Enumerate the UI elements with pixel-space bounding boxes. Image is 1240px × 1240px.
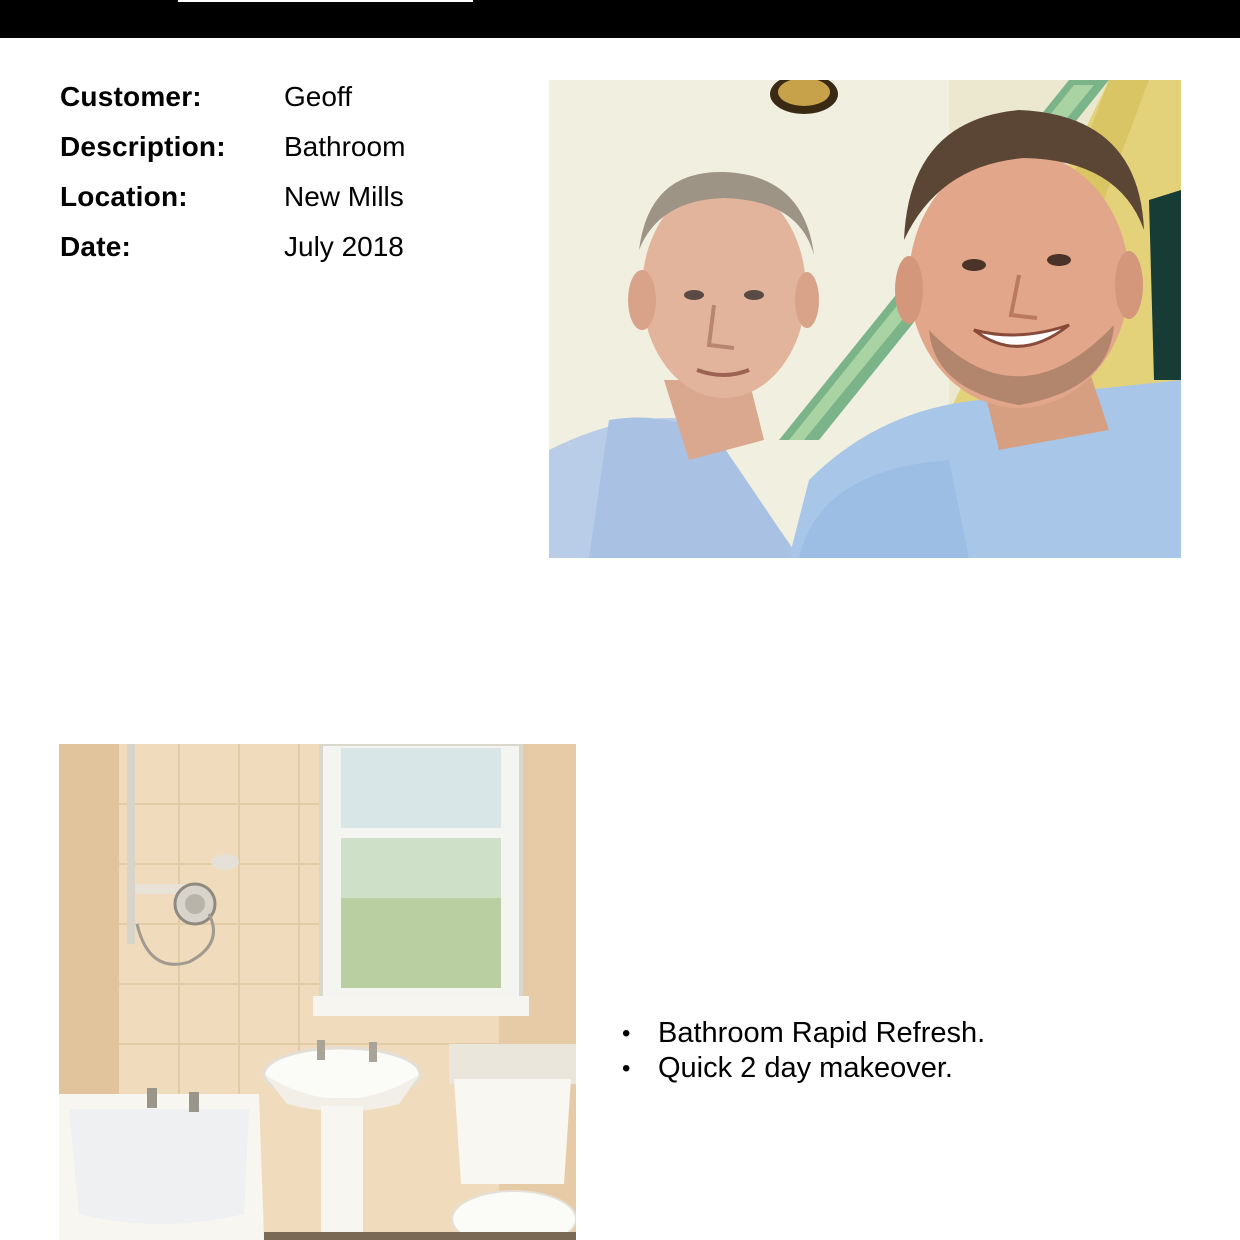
location-value: New Mills (284, 181, 404, 212)
description-row (60, 122, 520, 172)
project-details (60, 72, 520, 272)
customer-label: Customer: (60, 81, 202, 112)
note-text: Quick 2 day makeover. (658, 1052, 953, 1084)
header-bar-accent-line (178, 0, 473, 2)
list-item (622, 1051, 1202, 1086)
customer-photo (549, 80, 1181, 558)
project-notes (622, 1016, 1202, 1086)
customer-value: Geoff (284, 81, 352, 112)
bathroom-photo (59, 744, 576, 1240)
list-item (622, 1016, 1202, 1051)
description-value: Bathroom (284, 131, 406, 162)
description-label: Description: (60, 131, 226, 162)
location-label: Location: (60, 181, 188, 212)
customer-row (60, 72, 520, 122)
bullet-icon: • (622, 1019, 631, 1047)
date-value: July 2018 (284, 231, 404, 262)
bullet-icon: • (622, 1054, 631, 1082)
location-row (60, 172, 520, 222)
header-bar (0, 0, 1240, 38)
date-row (60, 222, 520, 272)
date-label: Date: (60, 231, 132, 262)
note-text: Bathroom Rapid Refresh. (658, 1017, 986, 1049)
